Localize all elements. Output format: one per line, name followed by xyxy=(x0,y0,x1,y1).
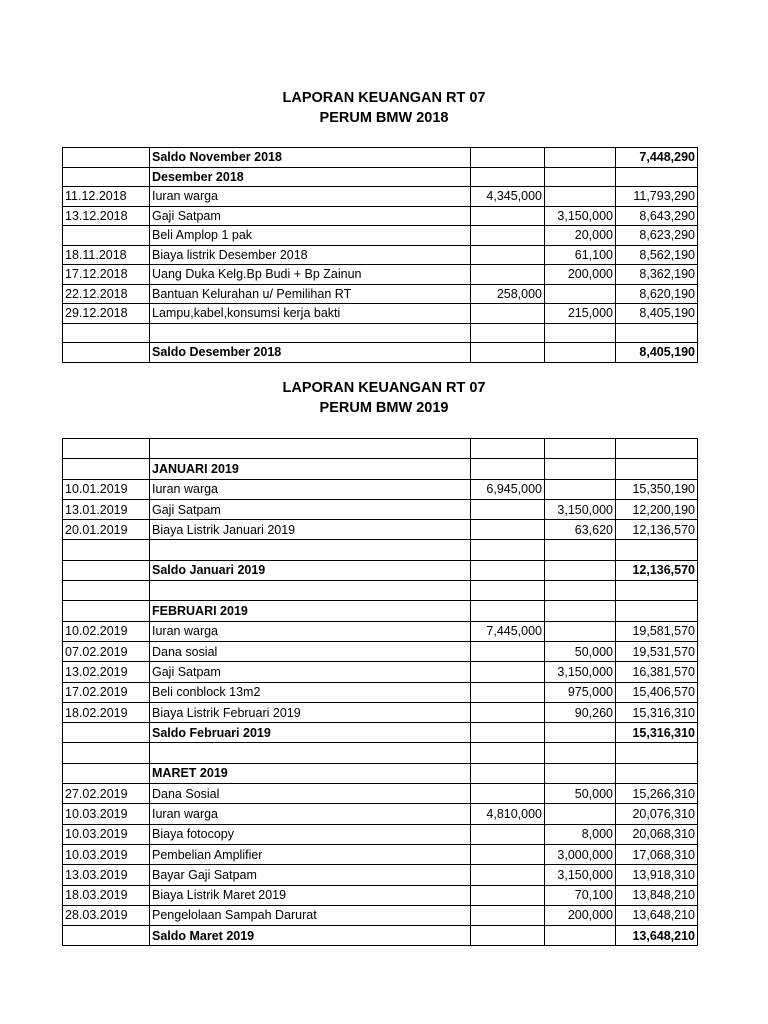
date-cell: 13.02.2019 xyxy=(63,662,150,682)
date-cell: 11.12.2018 xyxy=(63,187,150,207)
description-cell: Saldo Februari 2019 xyxy=(150,723,471,743)
date-cell xyxy=(63,226,150,246)
balance-cell: 20,076,310 xyxy=(616,804,698,824)
date-cell: 13.03.2019 xyxy=(63,865,150,885)
balance-cell: 19,581,570 xyxy=(616,621,698,641)
balance-cell xyxy=(616,439,698,459)
expense-cell xyxy=(545,459,616,479)
expense-cell xyxy=(545,581,616,601)
income-cell xyxy=(471,844,545,864)
expense-cell: 90,260 xyxy=(545,702,616,722)
description-cell: Pembelian Amplifier xyxy=(150,844,471,864)
title-line-2: PERUM BMW 2019 xyxy=(319,400,449,416)
balance-cell: 8,405,190 xyxy=(616,304,698,324)
date-cell: 13.01.2019 xyxy=(63,499,150,519)
table-row xyxy=(63,343,698,363)
table-row xyxy=(63,459,698,479)
date-cell: 10.03.2019 xyxy=(63,844,150,864)
date-cell: 13.12.2018 xyxy=(63,206,150,226)
description-cell: Pengelolaan Sampah Darurat xyxy=(150,905,471,925)
balance-cell: 15,316,310 xyxy=(616,702,698,722)
income-cell: 258,000 xyxy=(471,284,545,304)
balance-cell xyxy=(616,459,698,479)
balance-cell: 20,068,310 xyxy=(616,824,698,844)
expense-cell xyxy=(545,763,616,783)
expense-cell: 200,000 xyxy=(545,905,616,925)
description-cell: Beli Amplop 1 pak xyxy=(150,226,471,246)
balance-cell: 13,848,210 xyxy=(616,885,698,905)
description-cell: MARET 2019 xyxy=(150,763,471,783)
table-row xyxy=(63,641,698,661)
table-row xyxy=(63,560,698,580)
description-cell: Iuran warga xyxy=(150,479,471,499)
balance-cell xyxy=(616,743,698,763)
expense-cell xyxy=(545,439,616,459)
date-cell: 10.03.2019 xyxy=(63,804,150,824)
table-row xyxy=(63,885,698,905)
date-cell: 22.12.2018 xyxy=(63,284,150,304)
description-cell: Saldo Desember 2018 xyxy=(150,343,471,363)
table-row xyxy=(63,439,698,459)
description-cell: Saldo Januari 2019 xyxy=(150,560,471,580)
income-cell xyxy=(471,581,545,601)
income-cell xyxy=(471,763,545,783)
report-2018-title xyxy=(0,88,768,128)
balance-cell: 17,068,310 xyxy=(616,844,698,864)
balance-cell: 12,200,190 xyxy=(616,499,698,519)
balance-cell xyxy=(616,763,698,783)
expense-cell: 50,000 xyxy=(545,784,616,804)
description-cell: Lampu,kabel,konsumsi kerja bakti xyxy=(150,304,471,324)
description-cell: Gaji Satpam xyxy=(150,662,471,682)
title-line-2: PERUM BMW 2018 xyxy=(319,110,449,126)
income-cell xyxy=(471,601,545,621)
income-cell xyxy=(471,784,545,804)
expense-cell: 3,150,000 xyxy=(545,499,616,519)
table-row xyxy=(63,520,698,540)
balance-cell: 8,620,190 xyxy=(616,284,698,304)
description-cell: Saldo Maret 2019 xyxy=(150,926,471,946)
table-row xyxy=(63,926,698,946)
table-row xyxy=(63,763,698,783)
date-cell: 18.02.2019 xyxy=(63,702,150,722)
description-cell xyxy=(150,743,471,763)
expense-cell xyxy=(545,926,616,946)
table-row xyxy=(63,479,698,499)
table-row xyxy=(63,284,698,304)
income-cell: 4,810,000 xyxy=(471,804,545,824)
description-cell: Biaya Listrik Maret 2019 xyxy=(150,885,471,905)
balance-cell xyxy=(616,167,698,187)
description-cell: Bayar Gaji Satpam xyxy=(150,865,471,885)
date-cell xyxy=(63,343,150,363)
title-line-1: LAPORAN KEUANGAN RT 07 xyxy=(282,90,486,106)
date-cell: 10.01.2019 xyxy=(63,479,150,499)
table-row xyxy=(63,621,698,641)
income-cell xyxy=(471,206,545,226)
income-cell xyxy=(471,520,545,540)
expense-cell: 20,000 xyxy=(545,226,616,246)
table-row xyxy=(63,702,698,722)
balance-cell: 8,562,190 xyxy=(616,245,698,265)
income-cell xyxy=(471,439,545,459)
balance-cell xyxy=(616,323,698,343)
income-cell: 7,445,000 xyxy=(471,621,545,641)
income-cell xyxy=(471,641,545,661)
title-line-1: LAPORAN KEUANGAN RT 07 xyxy=(282,380,486,396)
table-row xyxy=(63,743,698,763)
expense-cell xyxy=(545,479,616,499)
balance-cell: 15,406,570 xyxy=(616,682,698,702)
table-row xyxy=(63,581,698,601)
balance-cell: 16,381,570 xyxy=(616,662,698,682)
balance-cell: 15,316,310 xyxy=(616,723,698,743)
table-row xyxy=(63,865,698,885)
date-cell: 20.01.2019 xyxy=(63,520,150,540)
date-cell xyxy=(63,323,150,343)
table-row xyxy=(63,682,698,702)
date-cell xyxy=(63,926,150,946)
expense-cell: 3,150,000 xyxy=(545,662,616,682)
expense-cell xyxy=(545,343,616,363)
table-row xyxy=(63,844,698,864)
balance-cell: 15,266,310 xyxy=(616,784,698,804)
balance-cell: 15,350,190 xyxy=(616,479,698,499)
expense-cell xyxy=(545,804,616,824)
date-cell xyxy=(63,540,150,560)
table-row xyxy=(63,245,698,265)
income-cell xyxy=(471,148,545,168)
date-cell xyxy=(63,560,150,580)
balance-cell: 13,648,210 xyxy=(616,905,698,925)
date-cell: 10.03.2019 xyxy=(63,824,150,844)
expense-cell xyxy=(545,601,616,621)
table-row xyxy=(63,265,698,285)
table-row xyxy=(63,824,698,844)
date-cell: 07.02.2019 xyxy=(63,641,150,661)
income-cell xyxy=(471,702,545,722)
description-cell: Dana sosial xyxy=(150,641,471,661)
description-cell: Bantuan Kelurahan u/ Pemilihan RT xyxy=(150,284,471,304)
expense-cell xyxy=(545,540,616,560)
expense-cell xyxy=(545,148,616,168)
expense-cell: 3,000,000 xyxy=(545,844,616,864)
description-cell: Dana Sosial xyxy=(150,784,471,804)
date-cell: 28.03.2019 xyxy=(63,905,150,925)
date-cell xyxy=(63,439,150,459)
date-cell: 29.12.2018 xyxy=(63,304,150,324)
ledger-table-2019 xyxy=(62,438,698,946)
table-row xyxy=(63,206,698,226)
table-row xyxy=(63,323,698,343)
expense-cell: 63,620 xyxy=(545,520,616,540)
expense-cell: 50,000 xyxy=(545,641,616,661)
income-cell xyxy=(471,743,545,763)
description-cell: Biaya listrik Desember 2018 xyxy=(150,245,471,265)
table-row xyxy=(63,304,698,324)
description-cell: Biaya Listrik Februari 2019 xyxy=(150,702,471,722)
description-cell xyxy=(150,323,471,343)
income-cell xyxy=(471,885,545,905)
expense-cell xyxy=(545,621,616,641)
ledger-table-2018 xyxy=(62,147,698,363)
income-cell xyxy=(471,723,545,743)
expense-cell xyxy=(545,284,616,304)
balance-cell: 12,136,570 xyxy=(616,520,698,540)
balance-cell: 12,136,570 xyxy=(616,560,698,580)
income-cell xyxy=(471,682,545,702)
description-cell: Gaji Satpam xyxy=(150,499,471,519)
table-row xyxy=(63,662,698,682)
date-cell xyxy=(63,723,150,743)
balance-cell: 8,643,290 xyxy=(616,206,698,226)
date-cell: 18.11.2018 xyxy=(63,245,150,265)
date-cell xyxy=(63,601,150,621)
income-cell: 6,945,000 xyxy=(471,479,545,499)
income-cell xyxy=(471,304,545,324)
income-cell xyxy=(471,245,545,265)
expense-cell: 200,000 xyxy=(545,265,616,285)
description-cell xyxy=(150,581,471,601)
date-cell xyxy=(63,167,150,187)
table-row xyxy=(63,226,698,246)
income-cell xyxy=(471,540,545,560)
income-cell xyxy=(471,662,545,682)
table-row xyxy=(63,540,698,560)
balance-cell: 7,448,290 xyxy=(616,148,698,168)
balance-cell xyxy=(616,581,698,601)
expense-cell: 3,150,000 xyxy=(545,206,616,226)
income-cell xyxy=(471,905,545,925)
income-cell xyxy=(471,499,545,519)
income-cell xyxy=(471,926,545,946)
income-cell xyxy=(471,226,545,246)
description-cell: Biaya fotocopy xyxy=(150,824,471,844)
description-cell: Biaya Listrik Januari 2019 xyxy=(150,520,471,540)
expense-cell xyxy=(545,560,616,580)
table-row xyxy=(63,804,698,824)
income-cell xyxy=(471,459,545,479)
description-cell: Saldo November 2018 xyxy=(150,148,471,168)
balance-cell: 8,405,190 xyxy=(616,343,698,363)
expense-cell xyxy=(545,323,616,343)
date-cell: 10.02.2019 xyxy=(63,621,150,641)
balance-cell: 8,623,290 xyxy=(616,226,698,246)
date-cell: 27.02.2019 xyxy=(63,784,150,804)
expense-cell: 3,150,000 xyxy=(545,865,616,885)
income-cell: 4,345,000 xyxy=(471,187,545,207)
balance-cell: 13,918,310 xyxy=(616,865,698,885)
balance-cell: 19,531,570 xyxy=(616,641,698,661)
table-row xyxy=(63,723,698,743)
description-cell xyxy=(150,540,471,560)
balance-cell: 8,362,190 xyxy=(616,265,698,285)
date-cell: 17.12.2018 xyxy=(63,265,150,285)
table-row xyxy=(63,905,698,925)
report-2019-title xyxy=(0,378,768,418)
income-cell xyxy=(471,865,545,885)
table-row xyxy=(63,167,698,187)
expense-cell xyxy=(545,187,616,207)
table-row xyxy=(63,784,698,804)
description-cell: JANUARI 2019 xyxy=(150,459,471,479)
table-row xyxy=(63,187,698,207)
expense-cell: 61,100 xyxy=(545,245,616,265)
date-cell: 17.02.2019 xyxy=(63,682,150,702)
date-cell xyxy=(63,743,150,763)
expense-cell: 215,000 xyxy=(545,304,616,324)
balance-cell: 11,793,290 xyxy=(616,187,698,207)
balance-cell xyxy=(616,540,698,560)
balance-cell: 13,648,210 xyxy=(616,926,698,946)
income-cell xyxy=(471,343,545,363)
expense-cell xyxy=(545,167,616,187)
description-cell: FEBRUARI 2019 xyxy=(150,601,471,621)
description-cell: Gaji Satpam xyxy=(150,206,471,226)
description-cell: Iuran warga xyxy=(150,621,471,641)
expense-cell: 8,000 xyxy=(545,824,616,844)
income-cell xyxy=(471,167,545,187)
description-cell: Iuran warga xyxy=(150,804,471,824)
date-cell xyxy=(63,581,150,601)
table-row xyxy=(63,148,698,168)
expense-cell: 975,000 xyxy=(545,682,616,702)
description-cell: Iuran warga xyxy=(150,187,471,207)
table-row xyxy=(63,499,698,519)
date-cell xyxy=(63,148,150,168)
table-row xyxy=(63,601,698,621)
description-cell: Beli conblock 13m2 xyxy=(150,682,471,702)
expense-cell xyxy=(545,743,616,763)
expense-cell: 70,100 xyxy=(545,885,616,905)
income-cell xyxy=(471,824,545,844)
description-cell: Desember 2018 xyxy=(150,167,471,187)
date-cell xyxy=(63,459,150,479)
date-cell: 18.03.2019 xyxy=(63,885,150,905)
description-cell: Uang Duka Kelg.Bp Budi + Bp Zainun xyxy=(150,265,471,285)
income-cell xyxy=(471,323,545,343)
balance-cell xyxy=(616,601,698,621)
expense-cell xyxy=(545,723,616,743)
date-cell xyxy=(63,763,150,783)
income-cell xyxy=(471,265,545,285)
description-cell xyxy=(150,439,471,459)
income-cell xyxy=(471,560,545,580)
